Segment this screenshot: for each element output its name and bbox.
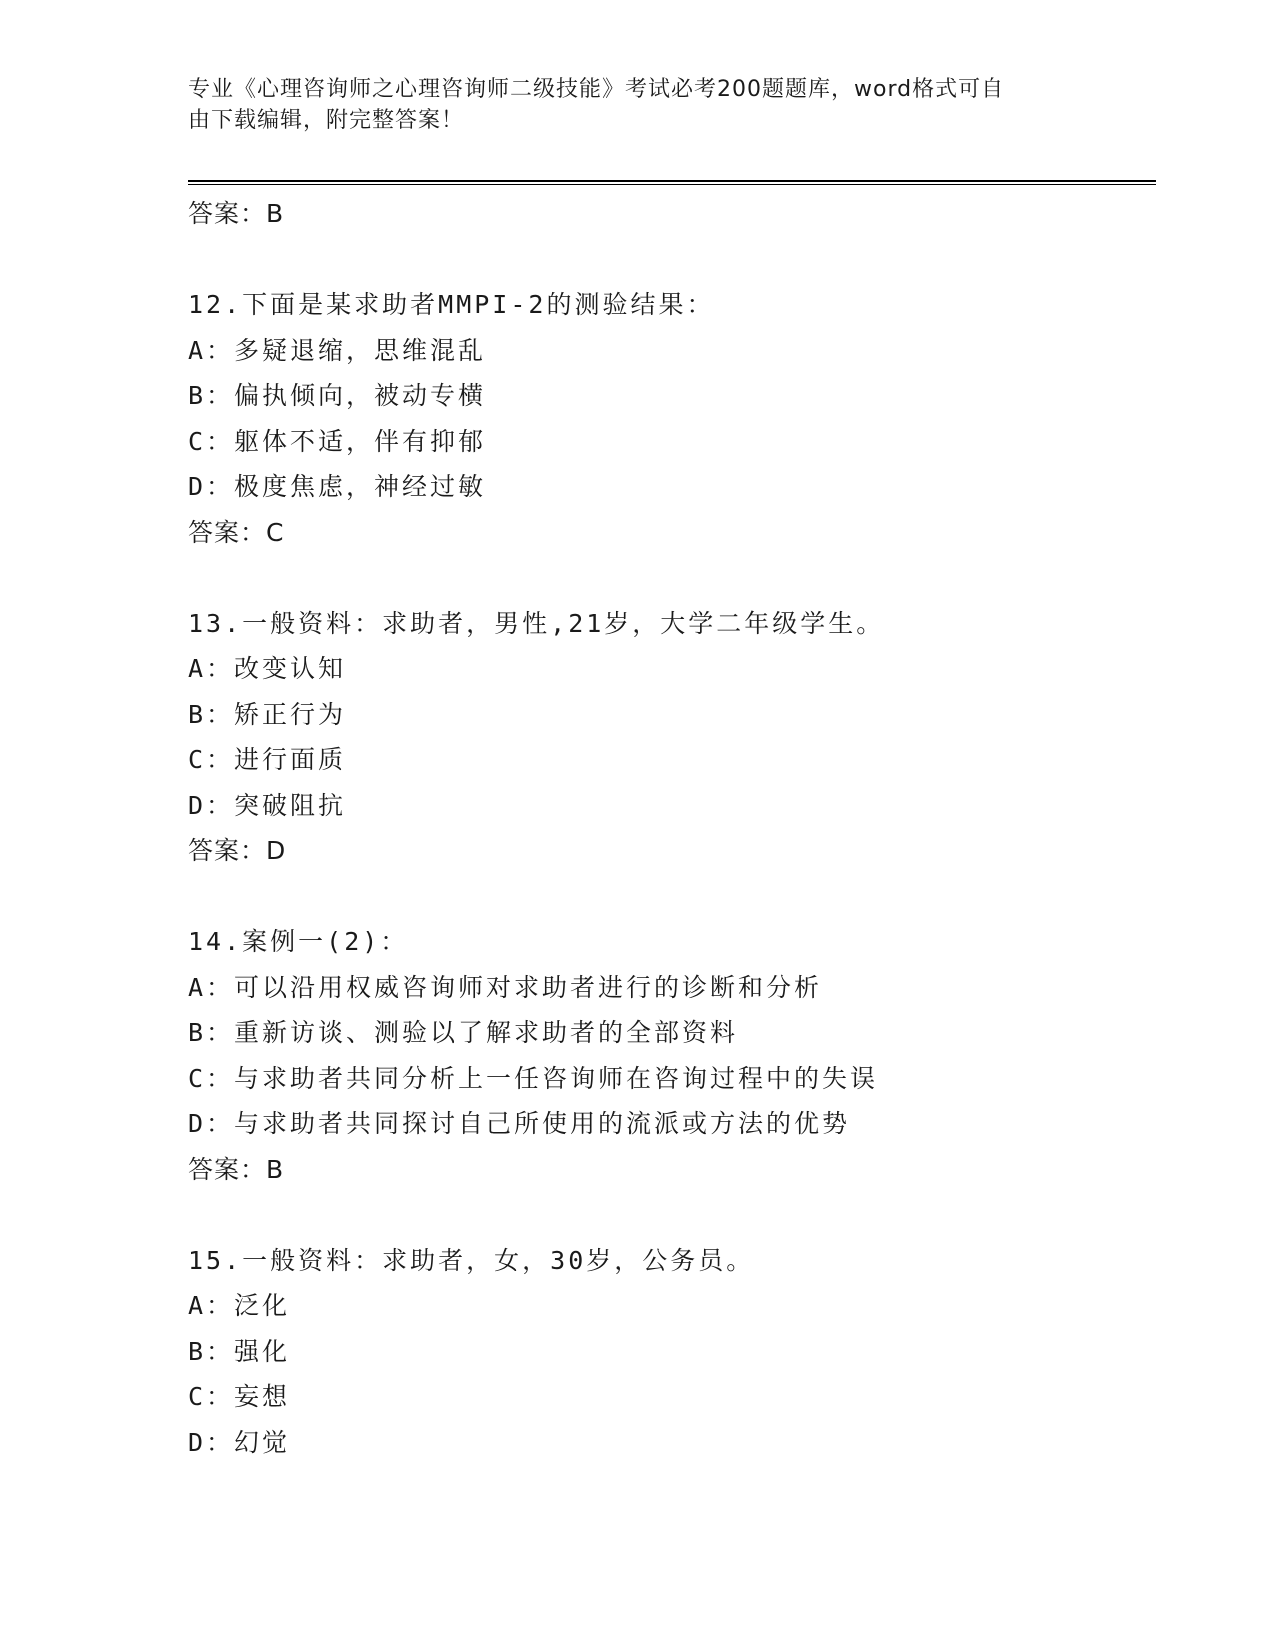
option-d: D：幻觉 <box>188 1427 291 1457</box>
option-a: A：泛化 <box>188 1291 291 1320</box>
option-d: D：突破阻抗 <box>188 790 347 820</box>
option-b: B：偏执倾向，被动专横 <box>188 381 487 410</box>
option-a: A：多疑退缩，思维混乱 <box>188 335 487 365</box>
option-c: C：躯体不适，伴有抑郁 <box>188 426 487 456</box>
option-d: D：与求助者共同探讨自己所使用的流派或方法的优势 <box>188 1109 851 1138</box>
question-title: 13.一般资料：求助者，男性,21岁，大学二年级学生。 <box>188 608 885 638</box>
answer-line: 答案：D <box>188 836 287 865</box>
option-c: C：与求助者共同分析上一任咨询师在咨询过程中的失误 <box>188 1063 879 1093</box>
document-header <box>188 74 1088 136</box>
option-c: C：妄想 <box>188 1382 291 1411</box>
option-a: A：改变认知 <box>188 654 347 683</box>
answer-line: 答案：B <box>188 199 285 228</box>
question-title: 15.一般资料：求助者，女，30岁，公务员。 <box>188 1245 755 1275</box>
question-12 <box>188 282 1156 556</box>
question-15 <box>188 1238 1156 1466</box>
header-rule-thick <box>188 180 1156 182</box>
option-d: D：极度焦虑，神经过敏 <box>188 472 487 501</box>
answer-line: 答案：B <box>188 1154 285 1184</box>
answer-line: 答案：C <box>188 517 285 547</box>
option-c: C：进行面质 <box>188 745 347 774</box>
question-title: 12.下面是某求助者MMPI-2的测验结果： <box>188 290 715 319</box>
question-title: 14.案例一(2)： <box>188 927 409 956</box>
header-rule-thin <box>188 184 1156 185</box>
question-list <box>188 191 1156 1465</box>
question-13 <box>188 601 1156 875</box>
option-b: B：强化 <box>188 1336 291 1366</box>
option-b: B：矫正行为 <box>188 699 347 729</box>
header-line-2: 由下载编辑，附完整答案！ <box>188 108 465 133</box>
option-b: B：重新访谈、测验以了解求助者的全部资料 <box>188 1018 739 1047</box>
header-line-1: 专业《心理咨询师之心理咨询师二级技能》考试必考200题题库，word格式可自 <box>188 77 1005 102</box>
option-a: A：可以沿用权威咨询师对求助者进行的诊断和分析 <box>188 972 823 1002</box>
question-14 <box>188 919 1156 1193</box>
